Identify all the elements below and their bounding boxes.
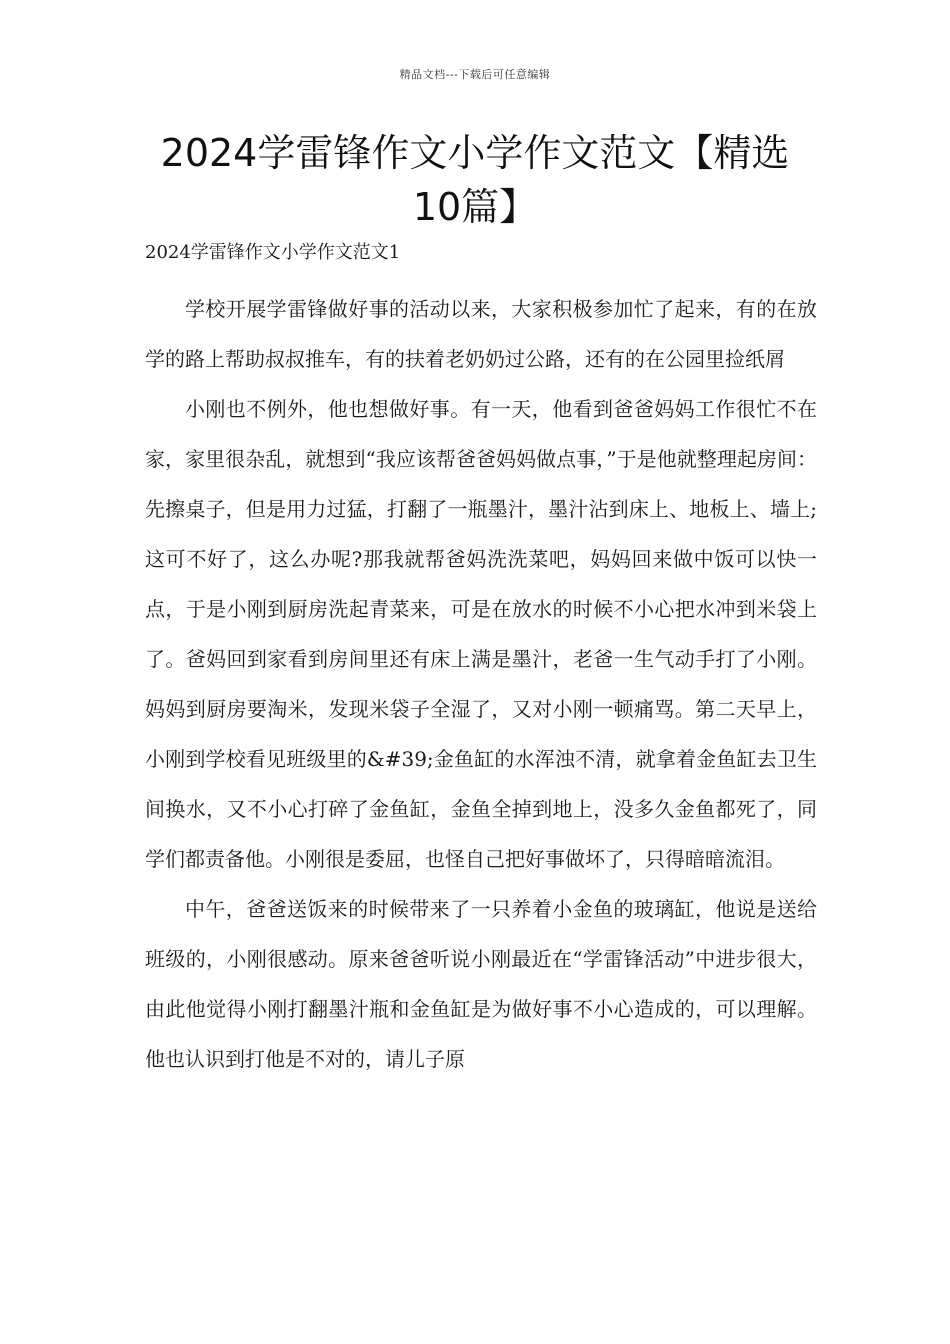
document-title [140, 126, 810, 234]
paragraph-1: 学校开展学雷锋做好事的活动以来，大家积极参加忙了起来，有的在放学的路上帮助叔叔推车，有的扶着老奶奶过公路，还有的在公园里捡纸屑 [145, 297, 817, 371]
title-line-2: 10篇】 [412, 185, 538, 229]
essay-body [145, 284, 817, 1084]
paragraph-2: 小刚也不例外，他也想做好事。有一天，他看到爸爸妈妈工作很忙不在家，家里很杂乱，就想到“我应该帮爸爸妈妈做点事，”于是他就整理起房间：先擦桌子，但是用力过猛，打翻了一瓶墨汁，墨汁沾到床上、地板上、墙上;这可不好了，这么办呢?那我就帮爸妈洗洗菜吧，妈妈回来做中饭可以快一点，于是小刚到厨房洗起青菜来，可是在放水的时候不小心把水冲到米袋上了。爸妈回到家看到房间里还有床上满是墨汁，老爸一生气动手打了小刚。妈妈到厨房要淘米，发现米袋子全湿了，又对小刚一顿痛骂。第二天早上，小刚到学校看见班级里的&#39;金鱼缸的水浑浊不清，就拿着金鱼缸去卫生间换水，又不小心打碎了金鱼缸，金鱼全掉到地上，没多久金鱼都死了，同学们都责备他。小刚很是委屈，也怪自己把好事做坏了，只得暗暗流泪。 [145, 397, 817, 871]
header-note: 精品文档---下载后可任意编辑 [399, 68, 551, 81]
essay-subtitle: 2024学雷锋作文小学作文范文1 [145, 242, 401, 263]
title-line-1: 2024学雷锋作文小学作文范文【精选 [160, 131, 790, 175]
paragraph-3: 中午，爸爸送饭来的时候带来了一只养着小金鱼的玻璃缸，他说是送给班级的，小刚很感动。原来爸爸听说小刚最近在“学雷锋活动”中进步很大，由此他觉得小刚打翻墨汁瓶和金鱼缸是为做好事不小心造成的，可以理解。他也认识到打他是不对的，请儿子原 [145, 897, 817, 1071]
